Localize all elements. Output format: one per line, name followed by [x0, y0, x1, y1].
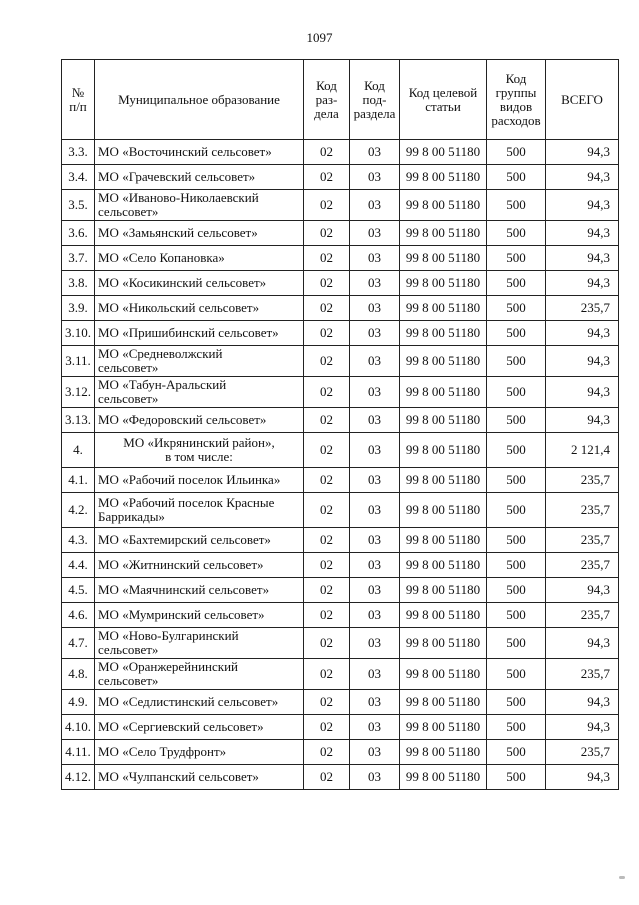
expense-group-cell: 500	[487, 740, 546, 765]
expense-group-cell: 500	[487, 493, 546, 528]
table-row	[62, 765, 619, 790]
subsection-code-cell: 03	[350, 221, 400, 246]
expense-group-cell: 500	[487, 408, 546, 433]
municipality-name-line: МО «Ново-Булгаринский	[98, 628, 239, 643]
section-code-cell: 02	[304, 715, 350, 740]
expense-group-cell: 500	[487, 765, 546, 790]
municipality-name-line: сельсовет»	[98, 642, 159, 657]
expense-group-cell: 500	[487, 690, 546, 715]
municipality-name-line: МО «Средневолжский	[98, 346, 223, 361]
subsection-code-cell: 03	[350, 408, 400, 433]
target-code-cell: 99 8 00 51180	[400, 715, 487, 740]
municipality-name-line: МО «Восточинский сельсовет»	[98, 144, 272, 159]
subsection-code-cell: 03	[350, 190, 400, 221]
municipality-name-cell	[95, 690, 304, 715]
page-number: 1097	[306, 30, 333, 45]
municipality-name-line: Баррикады»	[98, 509, 165, 524]
table-row	[62, 377, 619, 408]
expense-group-cell: 500	[487, 246, 546, 271]
expense-group-cell: 500	[487, 603, 546, 628]
subsection-code-cell: 03	[350, 296, 400, 321]
target-code-cell: 99 8 00 51180	[400, 603, 487, 628]
table-row	[62, 165, 619, 190]
row-number-cell: 4.5.	[62, 578, 95, 603]
section-code-cell: 02	[304, 740, 350, 765]
total-cell: 94,3	[546, 221, 619, 246]
municipality-name-line: МО «Сергиевский сельсовет»	[98, 719, 264, 734]
section-code-cell: 02	[304, 468, 350, 493]
row-number-cell: 4.8.	[62, 659, 95, 690]
section-code-cell: 02	[304, 296, 350, 321]
row-number-cell: 4.9.	[62, 690, 95, 715]
subsection-code-cell: 03	[350, 659, 400, 690]
header-municipality: Муниципальное образование	[95, 60, 304, 140]
target-code-cell: 99 8 00 51180	[400, 468, 487, 493]
subsection-code-cell: 03	[350, 690, 400, 715]
subsection-code-cell: 03	[350, 468, 400, 493]
subsection-code-cell: 03	[350, 246, 400, 271]
target-code-cell: 99 8 00 51180	[400, 271, 487, 296]
expense-group-cell: 500	[487, 165, 546, 190]
row-number-cell: 3.12.	[62, 377, 95, 408]
row-number-cell: 4.1.	[62, 468, 95, 493]
table-row	[62, 346, 619, 377]
municipality-name-line: МО «Табун-Аральский	[98, 377, 227, 392]
table-row	[62, 628, 619, 659]
table-row	[62, 659, 619, 690]
section-code-cell: 02	[304, 271, 350, 296]
section-code-cell: 02	[304, 377, 350, 408]
table-row	[62, 296, 619, 321]
municipality-name-cell	[95, 296, 304, 321]
municipality-name-cell	[95, 433, 304, 468]
target-code-cell: 99 8 00 51180	[400, 246, 487, 271]
expense-group-cell: 500	[487, 433, 546, 468]
municipality-name-cell	[95, 740, 304, 765]
expense-group-cell: 500	[487, 221, 546, 246]
header-expense-group-code: Код группы видов расходов	[487, 60, 546, 140]
expense-group-cell: 500	[487, 271, 546, 296]
row-number-cell: 3.9.	[62, 296, 95, 321]
municipality-name-cell	[95, 246, 304, 271]
section-code-cell: 02	[304, 221, 350, 246]
target-code-cell: 99 8 00 51180	[400, 377, 487, 408]
table-row	[62, 528, 619, 553]
total-cell: 94,3	[546, 346, 619, 377]
table-row	[62, 493, 619, 528]
total-cell: 94,3	[546, 578, 619, 603]
table-body	[62, 140, 619, 790]
municipality-name-line: МО «Седлистинский сельсовет»	[98, 694, 279, 709]
row-number-cell: 3.8.	[62, 271, 95, 296]
total-cell: 2 121,4	[546, 433, 619, 468]
expense-group-cell: 500	[487, 715, 546, 740]
target-code-cell: 99 8 00 51180	[400, 433, 487, 468]
section-code-cell: 02	[304, 628, 350, 659]
target-code-cell: 99 8 00 51180	[400, 321, 487, 346]
section-code-cell: 02	[304, 433, 350, 468]
total-cell: 94,3	[546, 765, 619, 790]
municipality-name-cell	[95, 765, 304, 790]
municipality-name-line: МО «Село Трудфронт»	[98, 744, 227, 759]
table-row	[62, 690, 619, 715]
expense-group-cell: 500	[487, 140, 546, 165]
municipality-name-line: МО «Мумринский сельсовет»	[98, 607, 265, 622]
subsection-code-cell: 03	[350, 165, 400, 190]
municipality-name-cell	[95, 628, 304, 659]
target-code-cell: 99 8 00 51180	[400, 165, 487, 190]
row-number-cell: 3.10.	[62, 321, 95, 346]
total-cell: 235,7	[546, 468, 619, 493]
subsection-code-cell: 03	[350, 140, 400, 165]
subsection-code-cell: 03	[350, 528, 400, 553]
scan-artifact	[619, 876, 625, 879]
total-cell: 94,3	[546, 628, 619, 659]
municipality-name-line: сельсовет»	[98, 673, 159, 688]
total-cell: 235,7	[546, 603, 619, 628]
municipality-name-line: МО «Село Копановка»	[98, 250, 225, 265]
row-number-cell: 4.12.	[62, 765, 95, 790]
subsection-code-cell: 03	[350, 740, 400, 765]
municipality-name-cell	[95, 468, 304, 493]
subsection-code-cell: 03	[350, 433, 400, 468]
target-code-cell: 99 8 00 51180	[400, 628, 487, 659]
municipality-name-cell	[95, 271, 304, 296]
subsection-code-cell: 03	[350, 553, 400, 578]
municipality-name-cell	[95, 603, 304, 628]
total-cell: 235,7	[546, 659, 619, 690]
municipality-name-cell	[95, 528, 304, 553]
row-number-cell: 3.4.	[62, 165, 95, 190]
section-code-cell: 02	[304, 765, 350, 790]
municipality-name-line: МО «Федоровский сельсовет»	[98, 412, 267, 427]
municipality-name-line: МО «Рабочий поселок Красные	[98, 495, 275, 510]
section-code-cell: 02	[304, 140, 350, 165]
municipality-name-cell	[95, 377, 304, 408]
table-row	[62, 433, 619, 468]
section-code-cell: 02	[304, 346, 350, 377]
row-number-cell: 3.5.	[62, 190, 95, 221]
municipality-name-cell	[95, 659, 304, 690]
row-number-cell: 4.4.	[62, 553, 95, 578]
subsection-code-cell: 03	[350, 578, 400, 603]
expense-group-cell: 500	[487, 190, 546, 221]
row-number-cell: 4.10.	[62, 715, 95, 740]
table-row	[62, 468, 619, 493]
table-row	[62, 246, 619, 271]
total-cell: 94,3	[546, 715, 619, 740]
expense-group-cell: 500	[487, 659, 546, 690]
total-cell: 235,7	[546, 740, 619, 765]
expense-group-cell: 500	[487, 377, 546, 408]
table-row	[62, 271, 619, 296]
municipality-name-cell	[95, 140, 304, 165]
table-row	[62, 321, 619, 346]
target-code-cell: 99 8 00 51180	[400, 221, 487, 246]
subsection-code-cell: 03	[350, 628, 400, 659]
target-code-cell: 99 8 00 51180	[400, 659, 487, 690]
target-code-cell: 99 8 00 51180	[400, 553, 487, 578]
row-number-cell: 3.7.	[62, 246, 95, 271]
section-code-cell: 02	[304, 408, 350, 433]
row-number-cell: 3.13.	[62, 408, 95, 433]
target-code-cell: 99 8 00 51180	[400, 740, 487, 765]
total-cell: 94,3	[546, 271, 619, 296]
row-number-cell: 3.11.	[62, 346, 95, 377]
total-cell: 94,3	[546, 140, 619, 165]
municipality-name-line: МО «Бахтемирский сельсовет»	[98, 532, 271, 547]
total-cell: 235,7	[546, 493, 619, 528]
section-code-cell: 02	[304, 165, 350, 190]
total-cell: 94,3	[546, 321, 619, 346]
subsection-code-cell: 03	[350, 321, 400, 346]
total-cell: 94,3	[546, 165, 619, 190]
budget-table	[61, 59, 619, 790]
table-row	[62, 140, 619, 165]
municipality-name-cell	[95, 321, 304, 346]
municipality-name-line: МО «Оранжерейнинский	[98, 659, 238, 674]
row-number-cell: 4.2.	[62, 493, 95, 528]
subsection-code-cell: 03	[350, 271, 400, 296]
subsection-code-cell: 03	[350, 715, 400, 740]
table-row	[62, 190, 619, 221]
subsection-code-cell: 03	[350, 377, 400, 408]
municipality-name-cell	[95, 578, 304, 603]
municipality-name-line: МО «Пришибинский сельсовет»	[98, 325, 279, 340]
header-target-code: Код целевой статьи	[400, 60, 487, 140]
row-number-cell: 3.3.	[62, 140, 95, 165]
municipality-name-line: сельсовет»	[98, 360, 159, 375]
table-row	[62, 553, 619, 578]
municipality-name-line: в том числе:	[165, 449, 233, 464]
header-subsection-code: Код под- раздела	[350, 60, 400, 140]
total-cell: 94,3	[546, 190, 619, 221]
row-number-cell: 4.7.	[62, 628, 95, 659]
section-code-cell: 02	[304, 578, 350, 603]
section-code-cell: 02	[304, 321, 350, 346]
row-number-cell: 4.11.	[62, 740, 95, 765]
total-cell: 235,7	[546, 553, 619, 578]
municipality-name-line: МО «Маячнинский сельсовет»	[98, 582, 270, 597]
section-code-cell: 02	[304, 659, 350, 690]
section-code-cell: 02	[304, 690, 350, 715]
target-code-cell: 99 8 00 51180	[400, 346, 487, 377]
table-row	[62, 408, 619, 433]
municipality-name-line: МО «Замьянский сельсовет»	[98, 225, 258, 240]
section-code-cell: 02	[304, 190, 350, 221]
target-code-cell: 99 8 00 51180	[400, 140, 487, 165]
header-section-code: Код раз- дела	[304, 60, 350, 140]
municipality-name-line: МО «Рабочий поселок Ильинка»	[98, 472, 281, 487]
municipality-name-line: МО «Икрянинский район»,	[123, 435, 275, 450]
target-code-cell: 99 8 00 51180	[400, 765, 487, 790]
expense-group-cell: 500	[487, 468, 546, 493]
table-row	[62, 578, 619, 603]
municipality-name-cell	[95, 553, 304, 578]
municipality-name-cell	[95, 346, 304, 377]
expense-group-cell: 500	[487, 528, 546, 553]
total-cell: 94,3	[546, 246, 619, 271]
expense-group-cell: 500	[487, 553, 546, 578]
municipality-name-cell	[95, 221, 304, 246]
municipality-name-line: МО «Никольский сельсовет»	[98, 300, 260, 315]
total-cell: 235,7	[546, 296, 619, 321]
expense-group-cell: 500	[487, 346, 546, 377]
target-code-cell: 99 8 00 51180	[400, 190, 487, 221]
expense-group-cell: 500	[487, 296, 546, 321]
target-code-cell: 99 8 00 51180	[400, 578, 487, 603]
total-cell: 94,3	[546, 690, 619, 715]
section-code-cell: 02	[304, 553, 350, 578]
table-header-row	[62, 60, 619, 140]
municipality-name-line: МО «Чулпанский сельсовет»	[98, 769, 259, 784]
target-code-cell: 99 8 00 51180	[400, 493, 487, 528]
section-code-cell: 02	[304, 493, 350, 528]
target-code-cell: 99 8 00 51180	[400, 690, 487, 715]
row-number-cell: 3.6.	[62, 221, 95, 246]
subsection-code-cell: 03	[350, 765, 400, 790]
municipality-name-cell	[95, 165, 304, 190]
subsection-code-cell: 03	[350, 346, 400, 377]
header-num: № п/п	[62, 60, 95, 140]
total-cell: 235,7	[546, 528, 619, 553]
municipality-name-line: сельсовет»	[98, 204, 159, 219]
expense-group-cell: 500	[487, 321, 546, 346]
total-cell: 94,3	[546, 377, 619, 408]
expense-group-cell: 500	[487, 578, 546, 603]
header-total: ВСЕГО	[546, 60, 619, 140]
municipality-name-line: МО «Житнинский сельсовет»	[98, 557, 264, 572]
municipality-name-line: сельсовет»	[98, 391, 159, 406]
target-code-cell: 99 8 00 51180	[400, 296, 487, 321]
target-code-cell: 99 8 00 51180	[400, 408, 487, 433]
table-row	[62, 740, 619, 765]
subsection-code-cell: 03	[350, 493, 400, 528]
municipality-name-cell	[95, 408, 304, 433]
subsection-code-cell: 03	[350, 603, 400, 628]
municipality-name-line: МО «Ивановo-Николаевский	[98, 190, 259, 205]
section-code-cell: 02	[304, 603, 350, 628]
municipality-name-line: МО «Косикинский сельсовет»	[98, 275, 267, 290]
municipality-name-cell	[95, 190, 304, 221]
target-code-cell: 99 8 00 51180	[400, 528, 487, 553]
municipality-name-cell	[95, 715, 304, 740]
section-code-cell: 02	[304, 246, 350, 271]
section-code-cell: 02	[304, 528, 350, 553]
row-number-cell: 4.	[62, 433, 95, 468]
table-row	[62, 715, 619, 740]
row-number-cell: 4.6.	[62, 603, 95, 628]
table-row	[62, 221, 619, 246]
municipality-name-line: МО «Грачевский сельсовет»	[98, 169, 256, 184]
total-cell: 94,3	[546, 408, 619, 433]
table-row	[62, 603, 619, 628]
municipality-name-cell	[95, 493, 304, 528]
expense-group-cell: 500	[487, 628, 546, 659]
row-number-cell: 4.3.	[62, 528, 95, 553]
